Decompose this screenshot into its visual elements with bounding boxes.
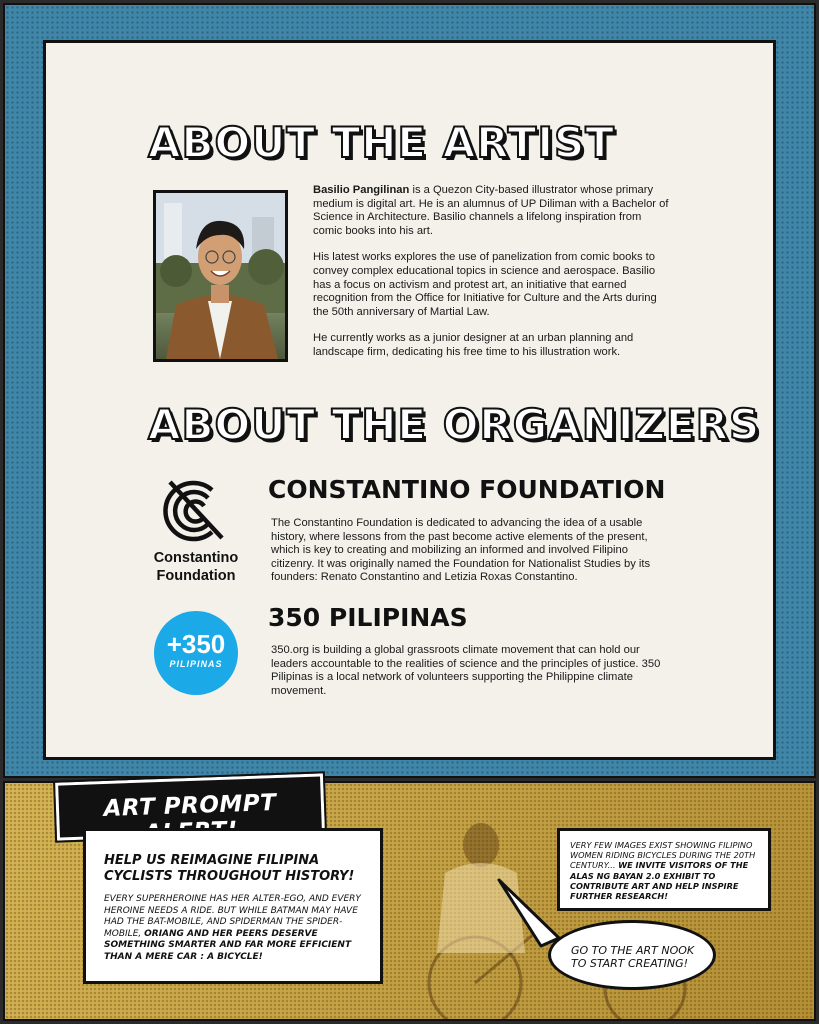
- prompt-caption-box: [83, 828, 383, 984]
- prompt-body: [104, 894, 366, 964]
- logo-350-number-text: 350: [181, 629, 226, 659]
- about-organizers-heading: ABOUT THE ORGANIZERS: [148, 400, 761, 449]
- constantino-description: The Constantino Foundation is dedicated to advancing the idea of a usable history, where lessons from the past become active elements of the present, which is key to creating and mobilizing an informed and involved Filipino citizenry. It was originally named the Foundation for Nationalist Studies by its founders: Renato Constantino and Letizia Roxas Constantino.: [271, 517, 651, 584]
- prompt-body-plain: EVERY SUPERHEROINE HAS HER ALTER-EGO, AND EVERY HEROINE NEEDS A RIDE. BUT WHILE BATMAN MAY HAVE HAD THE BAT-MOBILE, AND SPIDERMAN THE SPIDER-MOBILE,: [104, 894, 361, 939]
- pilipinas-350-logo: [154, 611, 238, 695]
- constantino-title: CONSTANTINO FOUNDATION: [268, 475, 666, 504]
- logo-350-number: [154, 631, 238, 657]
- bio-paragraph-3: He currently works as a junior designer at an urban planning and landscape firm, dedicating his free time to his illustration work.: [313, 332, 634, 358]
- artist-name: Basilio Pangilinan: [313, 184, 410, 196]
- bio-paragraph-2: His latest works explores the use of panelization from comic books to convey complex educational topics in science and aerospace. Basilio has a focus on activism and protest art, an initiative that earned recognition from the Office for Initiative for Culture and the Arts during the 50th anniversary of Martial Law.: [313, 251, 657, 318]
- plus-icon: +: [166, 629, 182, 659]
- constantino-c-mark-icon: [150, 476, 242, 546]
- speech-bubble: [548, 920, 716, 990]
- pilipinas-350-description: 350.org is building a global grassroots climate movement that can hold our leaders accountable to the realities of science and the principles of justice. 350 Pilipinas is a local network of volunteers supporting the Philippine climate movement.: [271, 644, 661, 697]
- research-caption-box: [557, 828, 771, 911]
- artist-bio: [313, 184, 673, 373]
- constantino-logo-line1: Constantino: [153, 550, 239, 566]
- art-prompt-banner-text: ART PROMPT: [103, 789, 277, 823]
- constantino-logo: [150, 476, 242, 586]
- logo-350-sub: PILIPINAS: [169, 659, 223, 669]
- research-text-plain: VERY FEW IMAGES EXIST SHOWING FILIPINO WOMEN RIDING BICYCLES DURING THE 20TH CENTURY...: [570, 840, 756, 871]
- constantino-logo-line2: Foundation: [156, 568, 236, 584]
- about-artist-heading: ABOUT THE ARTIST: [148, 118, 615, 167]
- bio-paragraph-1-text: is a Quezon City-based illustrator whose primary medium is digital art. He is an alumnus of UP Diliman with a Bachelor of Science in Architecture. Basilio channels a lifelong inspiration from comic books into his art.: [313, 184, 669, 237]
- artist-portrait-illustration: [156, 193, 285, 359]
- artist-photo: [153, 190, 288, 362]
- speech-bubble-text: GO TO THE ART NOOK TO START CREATING!: [571, 944, 695, 970]
- research-text-bold: WE INVITE VISITORS OF THE ALAS NG BAYAN 2.0 EXHIBIT TO CONTRIBUTE ART AND HELP INSPIRE FURTHER RESEARCH!: [570, 860, 749, 902]
- bio-paragraph-1: [313, 184, 673, 238]
- prompt-body-bold: ORIANG AND HER PEERS DESERVE SOMETHING SMARTER AND FAR MORE EFFICIENT THAN A MERE CAR : A BICYCLE!: [104, 928, 352, 962]
- research-text: [570, 840, 760, 901]
- prompt-headline: HELP US REIMAGINE FILIPINA CYCLISTS THROUGHOUT HISTORY!: [104, 853, 355, 884]
- pilipinas-350-title: 350 PILIPINAS: [268, 603, 468, 632]
